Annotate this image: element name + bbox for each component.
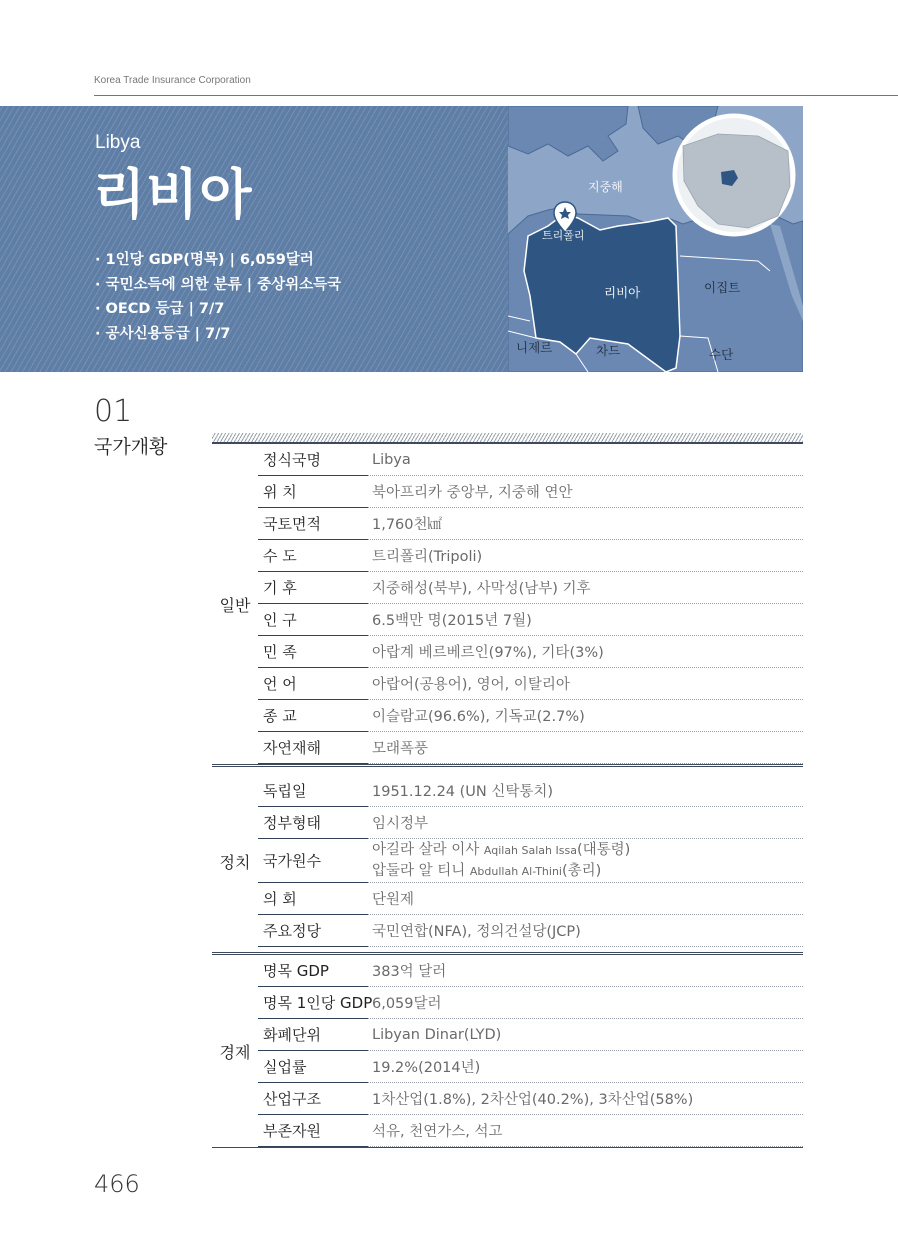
row-key: 자연재해 (258, 732, 368, 764)
table-row (258, 807, 803, 839)
row-key: 화폐단위 (258, 1019, 368, 1051)
group-label: 경제 (219, 1042, 251, 1062)
row-key: 부존자원 (258, 1115, 368, 1147)
head-of-state-line: 아길라 살라 이사 Aqilah Salah Issa(대통령) (372, 841, 631, 858)
row-key: 종 교 (258, 700, 368, 732)
label-sea: 지중해 (588, 180, 623, 194)
row-value: 1차산업(1.8%), 2차산업(40.2%), 3차산업(58%) (368, 1083, 803, 1115)
table-top-hatch (212, 433, 803, 442)
row-key: 정식국명 (258, 444, 368, 476)
table-row (258, 476, 803, 508)
table-row (258, 540, 803, 572)
row-value: 383억 달러 (368, 955, 803, 987)
label-capital: 트리폴리 (542, 229, 585, 242)
row-value: 1,760천㎢ (368, 508, 803, 540)
row-value: 6.5백만 명(2015년 7월) (368, 604, 803, 636)
label-country: 리비아 (604, 285, 641, 300)
row-key: 의 회 (258, 883, 368, 915)
page-number: 466 (94, 1170, 140, 1198)
row-key: 민 족 (258, 636, 368, 668)
row-key: 명목 1인당 GDP (258, 987, 368, 1019)
row-key: 기 후 (258, 572, 368, 604)
europe-land (508, 106, 628, 161)
row-key: 주요정당 (258, 915, 368, 947)
table-row (258, 1083, 803, 1115)
row-value: 아랍계 베르베르인(97%), 기타(3%) (368, 636, 803, 668)
row-key: 위 치 (258, 476, 368, 508)
table-row (258, 732, 803, 764)
row-value: 임시정부 (368, 807, 803, 839)
row-key: 인 구 (258, 604, 368, 636)
table-row (258, 636, 803, 668)
row-key: 산업구조 (258, 1083, 368, 1115)
group-separator (212, 764, 803, 767)
section-number: 01 (94, 394, 133, 429)
label-sudan: 수단 (709, 347, 734, 362)
row-key: 수 도 (258, 540, 368, 572)
row-value: 19.2%(2014년) (368, 1051, 803, 1083)
row-value: 트리폴리(Tripoli) (368, 540, 803, 572)
row-value: 이슬람교(96.6%), 기독교(2.7%) (368, 700, 803, 732)
header-org: Korea Trade Insurance Corporation (94, 75, 251, 86)
row-value: 모래폭풍 (368, 732, 803, 764)
row-key: 국토면적 (258, 508, 368, 540)
table-row (258, 1115, 803, 1147)
table-row (258, 572, 803, 604)
table-row (258, 955, 803, 987)
country-banner (0, 106, 508, 372)
table-row (258, 700, 803, 732)
label-chad: 차드 (596, 343, 621, 358)
table-row (258, 668, 803, 700)
row-value: 지중해성(북부), 사막성(남부) 기후 (368, 572, 803, 604)
table-row (258, 508, 803, 540)
row-key: 언 어 (258, 668, 368, 700)
row-value: 국민연합(NFA), 정의건설당(JCP) (368, 915, 803, 947)
group-economy (212, 955, 803, 1147)
table-row (258, 775, 803, 807)
row-value: Libya (368, 444, 803, 476)
table-row (258, 1051, 803, 1083)
table-row (258, 987, 803, 1019)
table-row (258, 915, 803, 947)
table-row (258, 883, 803, 915)
label-niger: 니제르 (516, 340, 553, 355)
row-key: 명목 GDP (258, 955, 368, 987)
group-label: 일반 (219, 595, 251, 615)
header-rule (94, 95, 898, 96)
row-value: 북아프리카 중앙부, 지중해 연안 (368, 476, 803, 508)
key-facts (95, 248, 341, 346)
group-politics (212, 775, 803, 947)
row-value: 석유, 천연가스, 석고 (368, 1115, 803, 1147)
row-key: 국가원수 (258, 839, 368, 883)
row-key: 정부형태 (258, 807, 368, 839)
group-general (212, 444, 803, 764)
country-name-en: Libya (95, 132, 141, 153)
table-row (258, 444, 803, 476)
table-row (258, 839, 803, 883)
fact-oecd-grade: · OECD 등급 | 7/7 (95, 301, 225, 317)
country-map (508, 106, 803, 372)
table-row (258, 1019, 803, 1051)
row-value (368, 839, 803, 883)
fact-income-class: · 국민소득에 의한 분류 | 중상위소득국 (95, 276, 342, 293)
section-title: 국가개황 (94, 436, 168, 458)
table-row (258, 604, 803, 636)
row-value: 6,059달러 (368, 987, 803, 1019)
row-value: 단원제 (368, 883, 803, 915)
label-egypt: 이집트 (704, 280, 741, 295)
table-bottom-rule (212, 1147, 803, 1148)
row-value: Libyan Dinar(LYD) (368, 1019, 803, 1051)
fact-gdp-per-capita: · 1인당 GDP(명목) | 6,059달러 (95, 252, 314, 268)
row-key: 독립일 (258, 775, 368, 807)
group-label: 정치 (219, 852, 251, 872)
country-name-ko: 리비아 (93, 163, 253, 226)
prime-minister-line: 압둘라 알 티니 Abdullah Al-Thini(총리) (372, 862, 602, 879)
fact-credit-grade: · 공사신용등급 | 7/7 (95, 325, 231, 342)
row-key: 실업률 (258, 1051, 368, 1083)
row-value: 1951.12.24 (UN 신탁통치) (368, 775, 803, 807)
row-value: 아랍어(공용어), 영어, 이탈리아 (368, 668, 803, 700)
